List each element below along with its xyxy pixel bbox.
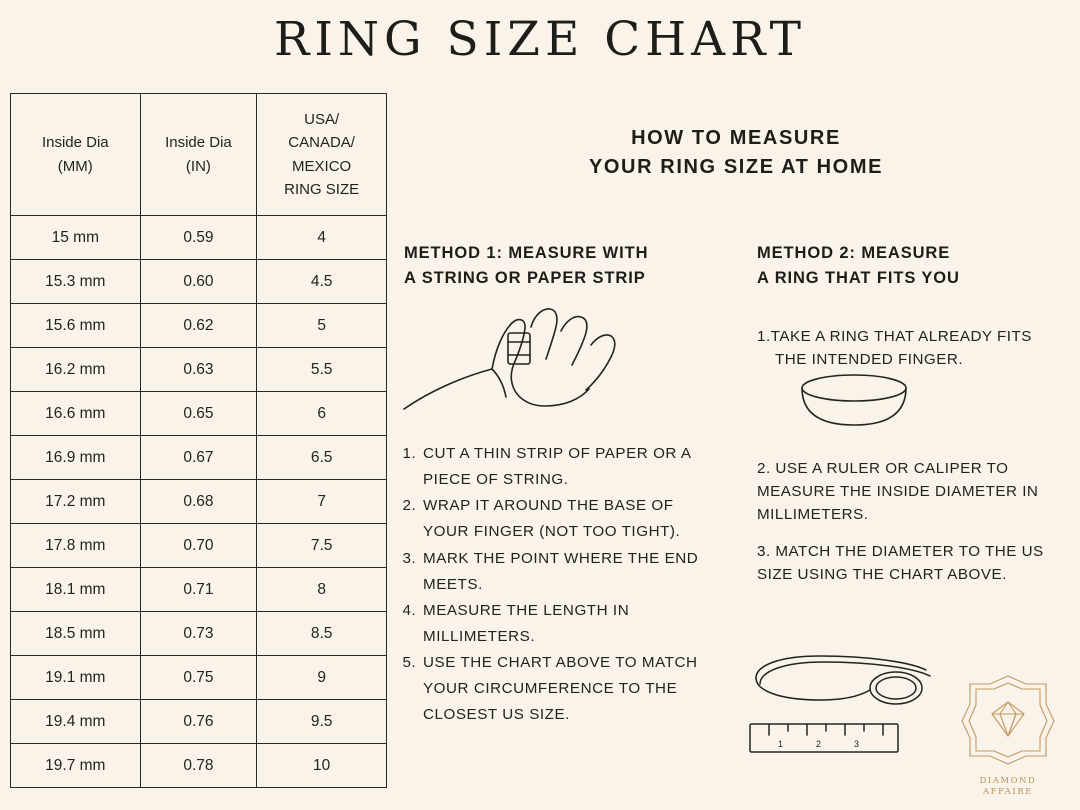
cell-dia-mm: 16.9 mm (11, 436, 141, 480)
list-item: 5. USE THE CHART ABOVE TO MATCH YOUR CIRCUMFERENCE TO THE CLOSEST US SIZE. (421, 650, 704, 728)
cell-dia-in: 0.59 (140, 216, 257, 260)
brand-name (952, 775, 1064, 798)
table-row (11, 348, 387, 392)
cell-us-size: 7.5 (257, 524, 387, 568)
ring-band-icon (795, 370, 913, 440)
cell-dia-mm: 18.5 mm (11, 612, 141, 656)
column-header-inside-dia-mm (11, 94, 141, 216)
method-1-title (404, 241, 704, 291)
table-row (11, 480, 387, 524)
cell-dia-in: 0.68 (140, 480, 257, 524)
table-row (11, 612, 387, 656)
cell-us-size: 5 (257, 304, 387, 348)
brand-logo (952, 672, 1064, 797)
header-line: CANADA/ (288, 134, 355, 152)
header-line: (IN) (185, 157, 211, 175)
cell-dia-mm: 15.3 mm (11, 260, 141, 304)
header-line: USA/ (304, 111, 340, 128)
table-row (11, 260, 387, 304)
table-row (11, 216, 387, 260)
page-title: RING SIZE CHART (273, 12, 807, 67)
cell-dia-in: 0.62 (140, 304, 257, 348)
header-line: MEXICO (292, 157, 352, 175)
cell-dia-mm: 17.2 mm (11, 480, 141, 524)
cell-us-size: 5.5 (257, 348, 387, 392)
cell-dia-in: 0.73 (140, 612, 257, 656)
list-item: 1. CUT A THIN STRIP OF PAPER OR A PIECE OF STRING. (421, 441, 704, 493)
cell-dia-mm: 15.6 mm (11, 304, 141, 348)
cell-us-size: 6 (257, 392, 387, 436)
table-row (11, 656, 387, 700)
cell-dia-in: 0.67 (140, 436, 257, 480)
cell-us-size: 9 (257, 656, 387, 700)
method-1-title-line2: A STRING OR PAPER STRIP (404, 268, 646, 287)
cell-dia-in: 0.75 (140, 656, 257, 700)
cell-dia-in: 0.71 (140, 568, 257, 612)
list-item: 2. WRAP IT AROUND THE BASE OF YOUR FINGER (NOT TOO TIGHT). (421, 493, 704, 545)
cell-dia-mm: 19.7 mm (11, 744, 141, 788)
cell-us-size: 8.5 (257, 612, 387, 656)
cell-dia-mm: 17.8 mm (11, 524, 141, 568)
cell-us-size: 6.5 (257, 436, 387, 480)
table-row (11, 304, 387, 348)
cell-dia-in: 0.76 (140, 700, 257, 744)
table-row (11, 436, 387, 480)
header-line: RING SIZE (284, 180, 360, 198)
caliper-and-ruler-icon (748, 648, 938, 763)
header-line: (MM) (57, 157, 93, 175)
diamond-emblem-icon (958, 672, 1058, 768)
method-2-step-2: 2. USE A RULER OR CALIPER TO MEASURE THE INSIDE DIAMETER IN MILLIMETERS. (757, 460, 1039, 524)
ruler-mark-2: 2 (816, 739, 822, 749)
method-2-step-3: 3. MATCH THE DIAMETER TO THE US SIZE USING THE CHART ABOVE. (757, 543, 1044, 584)
method-1-title-line1: METHOD 1: MEASURE WITH (404, 244, 649, 262)
ring-size-table (10, 93, 387, 788)
cell-dia-in: 0.65 (140, 392, 257, 436)
cell-dia-in: 0.60 (140, 260, 257, 304)
ruler-mark-3: 3 (854, 739, 860, 749)
cell-us-size: 10 (257, 744, 387, 788)
cell-dia-mm: 16.2 mm (11, 348, 141, 392)
cell-us-size: 8 (257, 568, 387, 612)
method-2-title-line2: A RING THAT FITS YOU (757, 268, 960, 287)
cell-dia-in: 0.70 (140, 524, 257, 568)
method-2-title (757, 241, 1057, 291)
hand-with-paper-strip-icon (400, 305, 655, 420)
cell-dia-mm: 19.1 mm (11, 656, 141, 700)
brand-name-line1: DIAMOND (979, 775, 1037, 785)
cell-us-size: 4 (257, 216, 387, 260)
cell-dia-mm: 18.1 mm (11, 568, 141, 612)
header-line: Inside Dia (165, 134, 232, 152)
cell-us-size: 7 (257, 480, 387, 524)
cell-dia-in: 0.63 (140, 348, 257, 392)
how-to-heading-line2: YOUR RING SIZE AT HOME (588, 156, 884, 178)
cell-dia-mm: 15 mm (11, 216, 141, 260)
cell-dia-mm: 16.6 mm (11, 392, 141, 436)
table-header-row (11, 94, 387, 216)
table-row (11, 524, 387, 568)
cell-us-size: 9.5 (257, 700, 387, 744)
column-header-us-ring-size (257, 94, 387, 216)
header-line: Inside Dia (41, 134, 109, 152)
list-item: 3. MARK THE POINT WHERE THE END MEETS. (421, 546, 704, 598)
table-row (11, 568, 387, 612)
table-row (11, 392, 387, 436)
method-2-title-line1: METHOD 2: MEASURE (757, 244, 951, 262)
list-item: 4. MEASURE THE LENGTH IN MILLIMETERS. (421, 598, 704, 650)
ring-size-table-container (10, 93, 387, 788)
cell-dia-in: 0.78 (140, 744, 257, 788)
method-2-step-1: 1.TAKE A RING THAT ALREADY FITS THE INTENDED FINGER. (757, 328, 1032, 369)
how-to-measure-heading (400, 124, 1072, 182)
table-row (11, 744, 387, 788)
table-row (11, 700, 387, 744)
column-header-inside-dia-in (140, 94, 257, 216)
cell-dia-mm: 19.4 mm (11, 700, 141, 744)
cell-us-size: 4.5 (257, 260, 387, 304)
brand-name-line2: AFFAIRE (983, 786, 1033, 797)
ruler-mark-1: 1 (778, 739, 784, 749)
method-1-steps-list (404, 441, 704, 729)
how-to-heading-line1: HOW TO MEASURE (631, 127, 841, 149)
